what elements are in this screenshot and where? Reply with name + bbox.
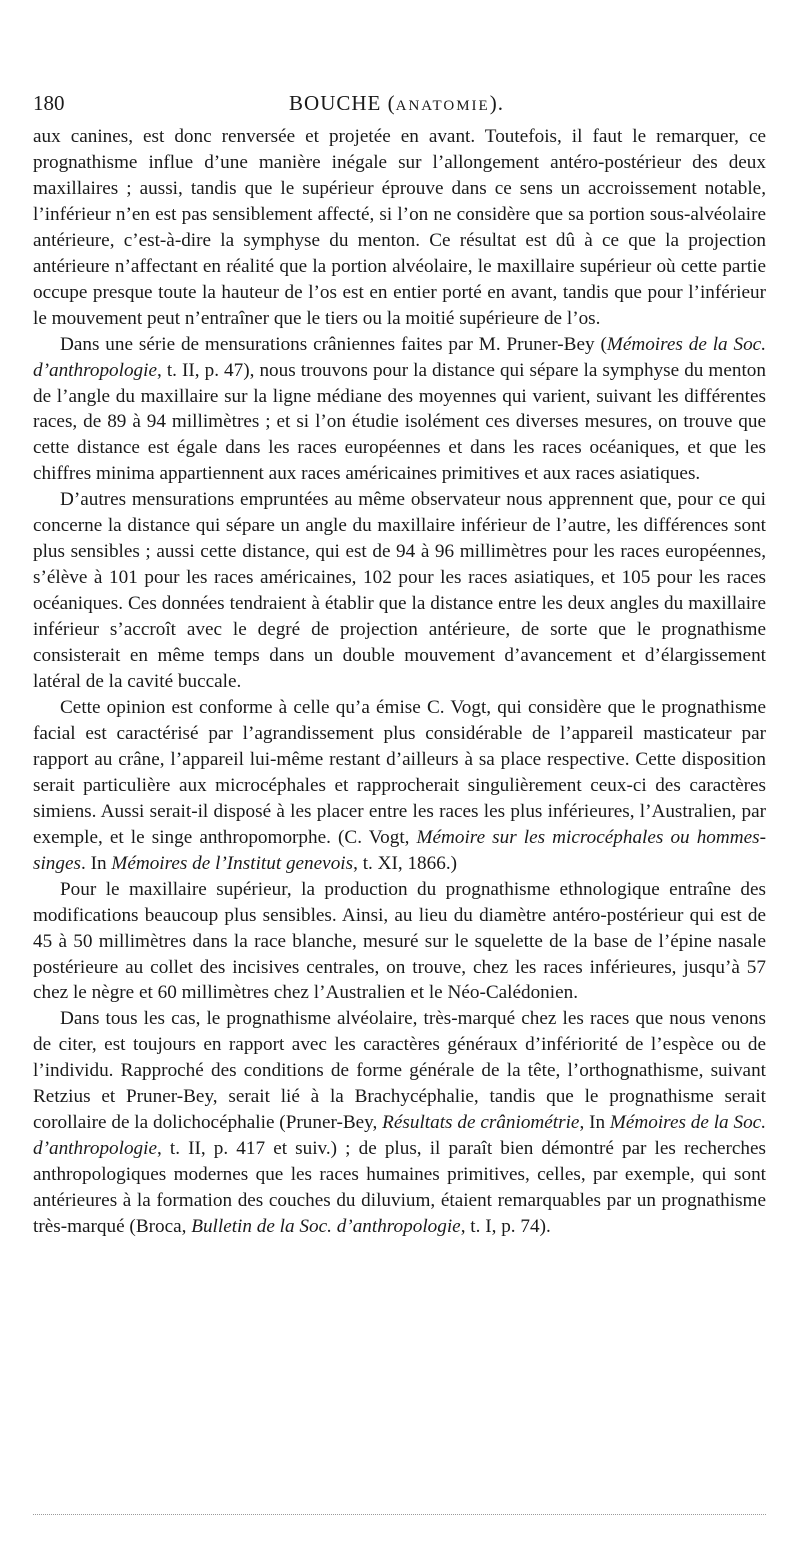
running-title-sub: anatomie bbox=[395, 91, 490, 115]
paragraph-text: Dans tous les cas, le prognathisme alvéolaire, très-marqué chez les races que nous venons de citer, est toujours en rapport avec les caractères généraux d’infériorité de l’espèce ou de l’individu. Rapproché des conditions de forme générale de la tête, l’orthognathisme, suivant Retzius et Pruner-Bey, serait lié à la Brachycéphalie, tandis que le prognathisme serait corollaire de la dolichocéphalie (Pruner-Bey, bbox=[33, 1008, 766, 1134]
citation-title: Mémoire sur les microcéphales ou hommes-singes bbox=[33, 826, 766, 874]
citation-title: Mémoires de la Soc. d’anthropologie bbox=[33, 333, 766, 381]
running-title-paren-close: ). bbox=[489, 91, 504, 115]
citation-title: Bulletin de la Soc. d’anthropologie bbox=[191, 1216, 461, 1238]
paragraph-vogt-opinion bbox=[33, 695, 766, 877]
running-head bbox=[33, 88, 760, 118]
paragraph-text: , t. I, p. 74). bbox=[460, 1216, 551, 1238]
paragraph-text: , t. II, p. 417 et suiv.) ; de plus, il paraît bien démontré par les recherches anthropologiques modernes que les races humaines primitives, celles, par exemple, qui sont antérieures à la formation des couches du diluvium, étaient remarquables par un prognathisme très-marqué (Broca, bbox=[33, 1138, 766, 1238]
paragraph-text: Cette opinion est conforme à celle qu’a émise C. Vogt, qui considère que le prognathisme facial est caractérisé par l’agrandissement plus considérable de l’appareil masticateur par rapport au crâne, l’appareil lui-même restant d’ailleurs à sa place respective. Cette disposition serait particulière aux microcéphales et rapprocherait singulièrement ceux-ci des caractères simiens. Aussi serait-il disposé à les placer entre les races les plus inférieures, l’Australien, par exemple, et le singe anthropomorphe. (C. Vogt, bbox=[33, 696, 766, 848]
paragraph-continued: aux canines, est donc renversée et projetée en avant. Toutefois, il faut le remarquer, ce prognathisme influe d’une manière inégale sur l’allongement antéro-postérieur des deux maxillaires ; aussi, tandis que le supérieur éprouve dans ce sens un accroissement notable, l’inférieur n’en est pas sensiblement affecté, si l’on ne considère que sa portion sous-alvéolaire antérieure, c’est-à-dire la symphyse du menton. Ce résultat est dû à ce que la projection antérieure n’affectant en réalité que la portion alvéolaire, le maxillaire supérieur où cette partie occupe presque toute la hauteur de l’os est en entier porté en avant, tandis que pour l’inférieur le mouvement peut n’entraîner que le tiers ou la moitié supérieure de l’os. bbox=[33, 126, 766, 329]
citation-title: Mémoires de l’Institut genevois bbox=[111, 852, 354, 874]
body-text bbox=[33, 124, 766, 1240]
page-number: 180 bbox=[33, 91, 65, 115]
paragraph-alveolar-prognathism bbox=[33, 1006, 766, 1240]
paragraph-text: Dans une série de mensurations crâniennes faites par M. Pruner-Bey ( bbox=[60, 333, 607, 355]
running-title-paren-open: ( bbox=[381, 91, 396, 115]
running-title bbox=[33, 88, 760, 118]
paragraph-upper-maxilla: Pour le maxillaire supérieur, la production du prognathisme ethnologique entraîne des modifications beaucoup plus sensibles. Ainsi, au lieu du diamètre antéro-postérieur qui est de 45 à 50 millimètres dans la race blanche, mesuré sur le squelette de la base de l’épine nasale postérieure au collet des incisives centrales, on trouve, chez les races inférieures, jusqu’à 57 chez le nègre et 60 millimètres chez l’Australien et le Néo-Calédonien. bbox=[33, 878, 766, 1004]
paragraph-text: , t. XI, 1866.) bbox=[353, 852, 458, 874]
paragraph-mandible-angles: D’autres mensurations empruntées au même observateur nous apprennent que, pour ce qui concerne la distance qui sépare un angle du maxillaire inférieur de l’autre, les différences sont plus sensibles ; aussi cette distance, qui est de 94 à 96 millimètres pour les races européennes, s’élève à 101 pour les races américaines, 102 pour les races asiatiques, et 105 pour les races océaniques. Ces données tendraient à établir que la distance entre les deux angles du maxillaire inférieur s’accroît avec le degré de projection antérieure, de sorte que le prognathisme consisterait en même temps dans un double mouvement d’avancement et d’élargissement latéral de la cavité buccale. bbox=[33, 489, 766, 693]
footer-dotted-rule bbox=[33, 1514, 766, 1515]
running-title-main: BOUCHE bbox=[289, 91, 382, 115]
citation-title: Mémoires de la Soc. d’anthropologie bbox=[33, 1112, 766, 1160]
paragraph-text: , t. II, p. 47), nous trouvons pour la distance qui sépare la symphyse du menton de l’angle du maxillaire sur la ligne médiane des moyennes qui varient, suivant les différentes races, de 89 à 94 millimètres ; et si l’on étudie isolément ces diverses mesures, on trouve que cette distance est égale dans les races européennes et dans les races océaniques, et que les chiffres minima appartiennent aux races américaines primitives et aux races asiatiques. bbox=[33, 359, 766, 485]
citation-title: Résultats de crâniométrie bbox=[382, 1112, 580, 1134]
paragraph-text: , In bbox=[579, 1112, 610, 1134]
paragraph-text: . In bbox=[80, 852, 112, 874]
paragraph-pruner-bey-measurements bbox=[33, 332, 766, 488]
